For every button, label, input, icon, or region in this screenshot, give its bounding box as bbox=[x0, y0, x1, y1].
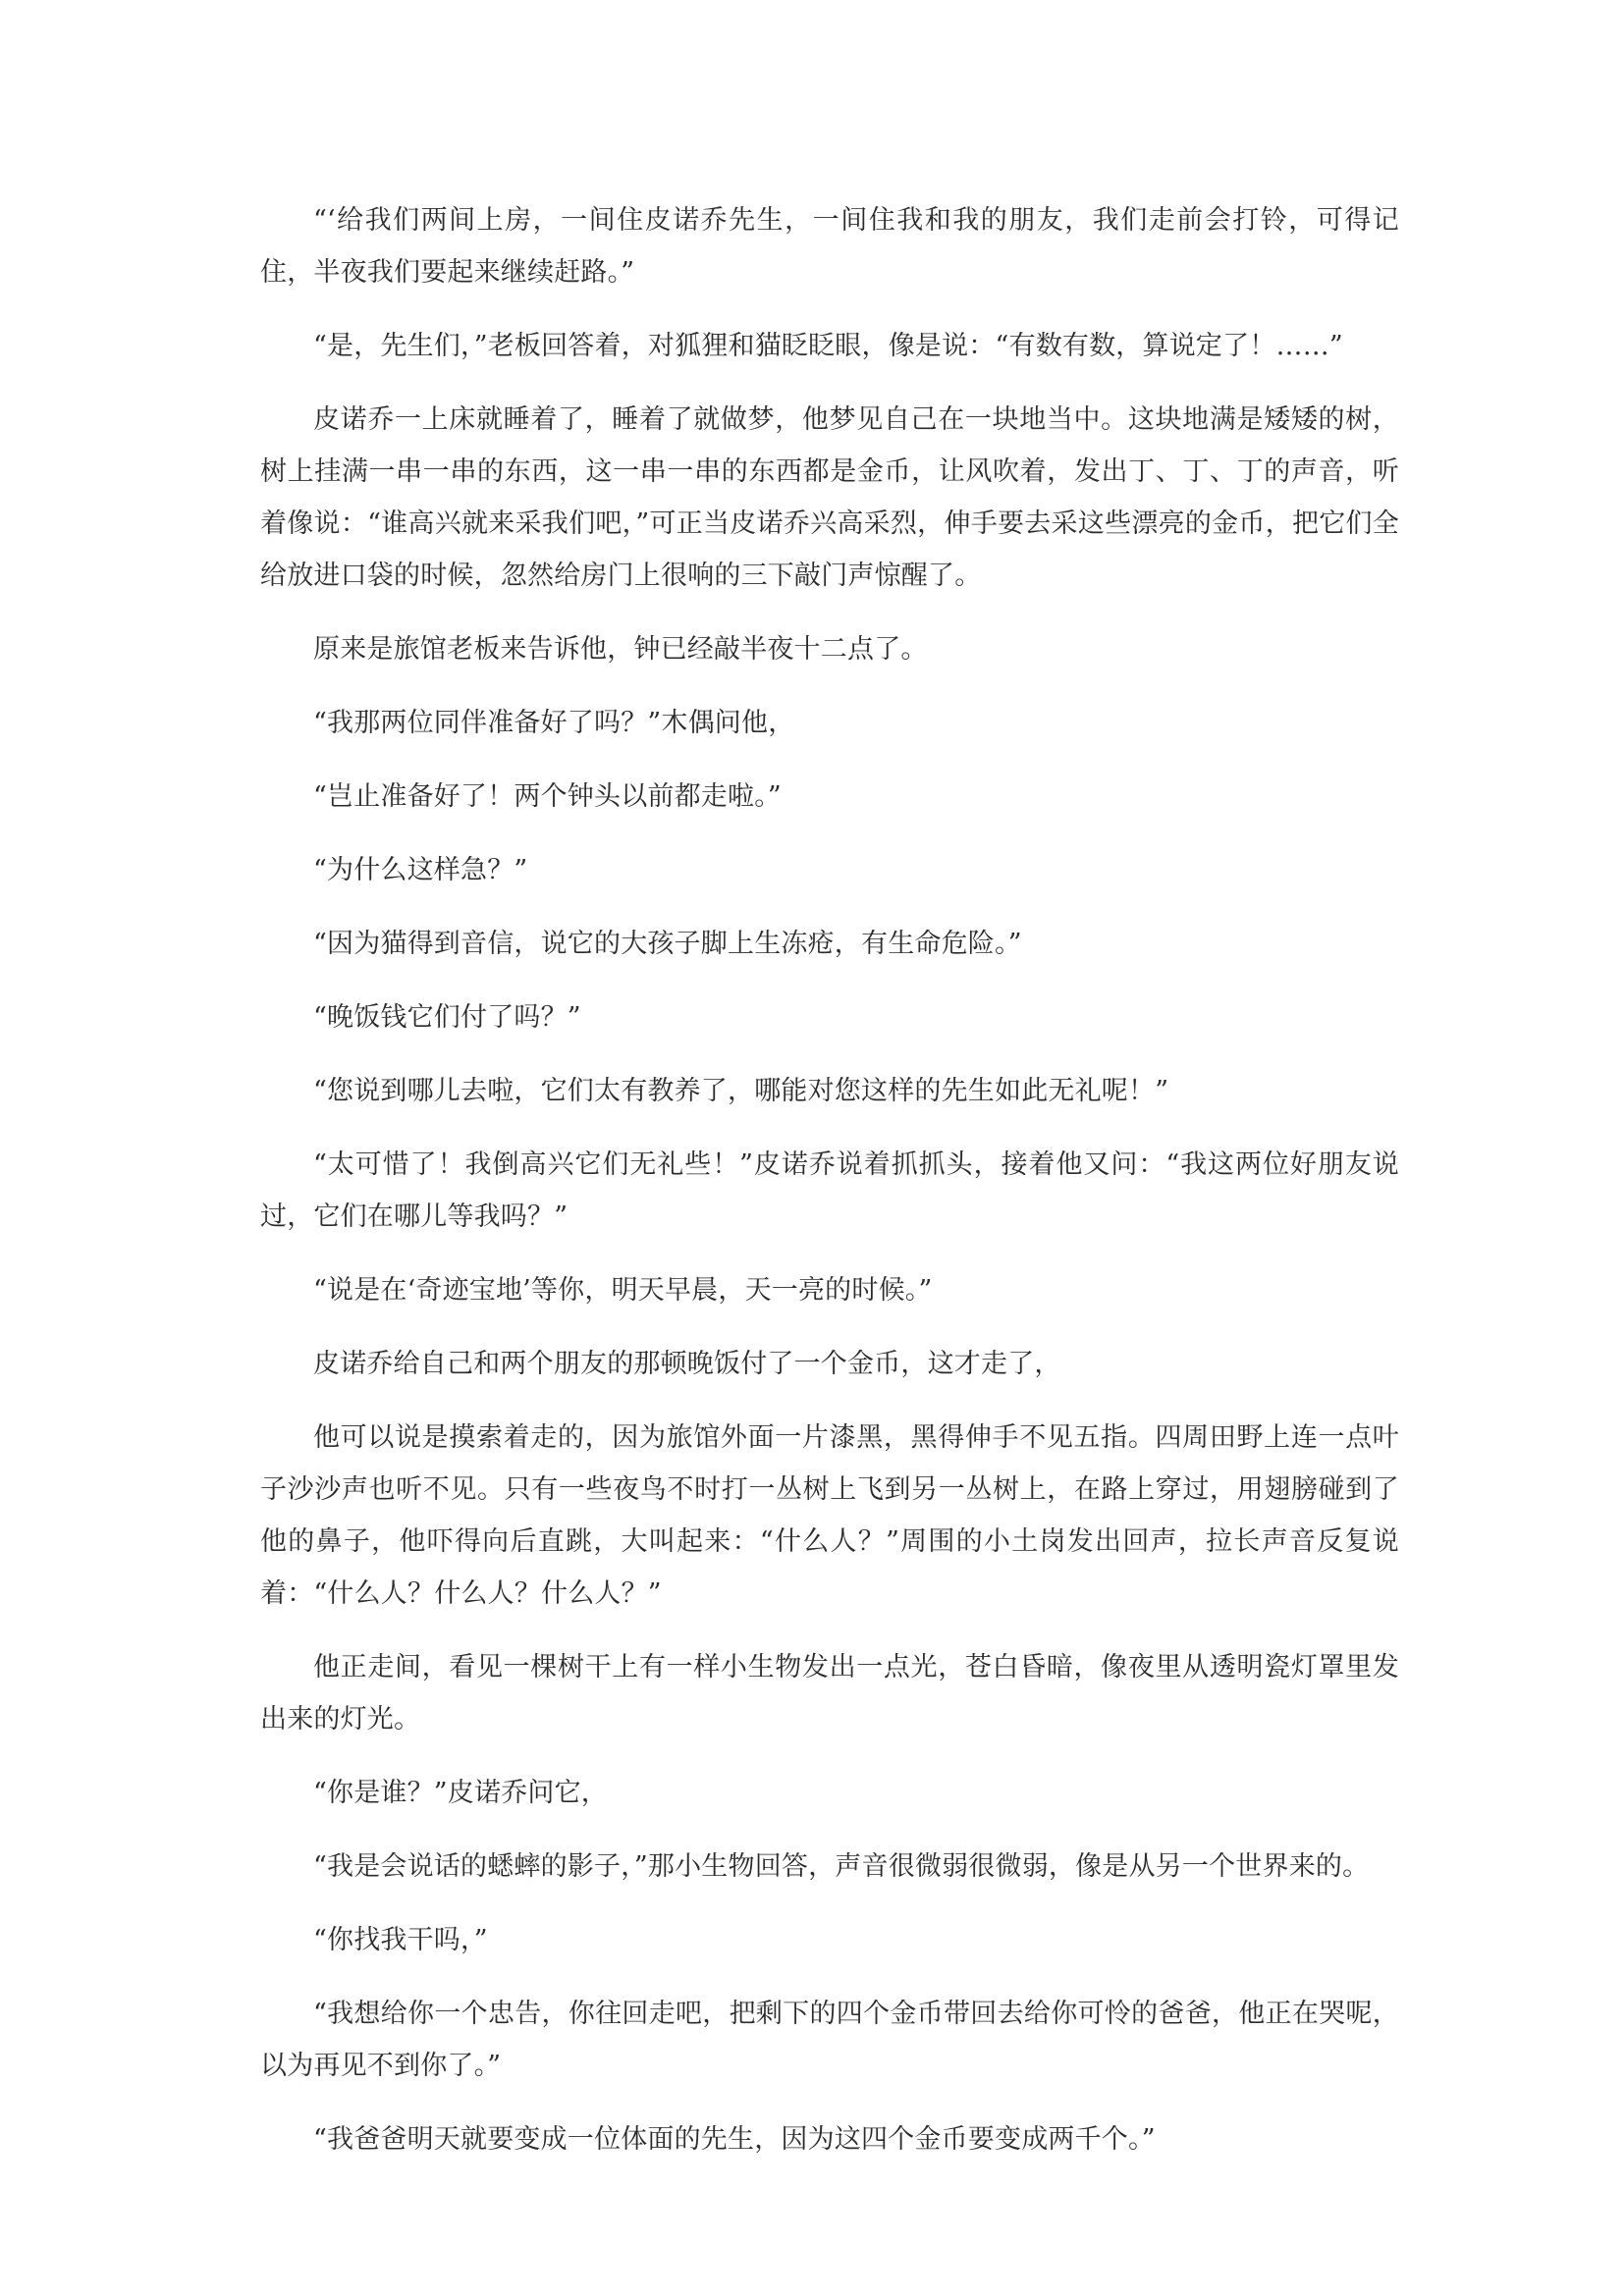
paragraph: “您说到哪儿去啦，它们太有教养了，哪能对您这样的先生如此无礼呢！” bbox=[313, 1076, 1169, 1106]
paragraph: “‘给我们两间上房，一间住皮诺乔先生，一间住我和我的朋友，我们走前会打铃，可得记住，半夜我们要起来继续赶路。” bbox=[260, 205, 1399, 288]
paragraph: “为什么这样急？” bbox=[313, 855, 528, 885]
paragraph: “岂止准备好了！两个钟头以前都走啦。” bbox=[313, 781, 782, 812]
paragraph: 皮诺乔一上床就睡着了，睡着了就做梦，他梦见自己在一块地当中。这块地满是矮矮的树，树上挂满一串一串的东西，这一串一串的东西都是金币，让风吹着，发出丁、丁、丁的声音，听着像说：“谁高兴就来采我们吧，”可正当皮诺乔兴高采烈，伸手要去采这些漂亮的金币，把它们全给放进口袋的时候，忽然给房门上很响的三下敲门声惊醒了。 bbox=[260, 404, 1399, 591]
paragraph: “晚饭钱它们付了吗？” bbox=[313, 1002, 581, 1033]
paragraph: “你是谁？”皮诺乔问它， bbox=[313, 1778, 609, 1808]
paragraph: “因为猫得到音信，说它的大孩子脚上生冻疮，有生命危险。” bbox=[313, 929, 1022, 959]
paragraph: “是，先生们，”老板回答着，对狐狸和猫眨眨眼，像是说：“有数有数，算说定了！……” bbox=[313, 331, 1343, 361]
paragraph: 他正走间，看见一棵树干上有一样小生物发出一点光，苍白昏暗，像夜里从透明瓷灯罩里发出来的灯光。 bbox=[260, 1652, 1399, 1735]
paragraph: 原来是旅馆老板来告诉他，钟已经敲半夜十二点了。 bbox=[313, 634, 928, 665]
paragraph: “我那两位同伴准备好了吗？”木偶问他， bbox=[313, 708, 795, 738]
paragraph: 他可以说是摸索着走的，因为旅馆外面一片漆黑，黑得伸手不见五指。四周田野上连一点叶子沙沙声也听不见。只有一些夜鸟不时打一丛树上飞到另一丛树上，在路上穿过，用翅膀碰到了他的鼻子，他吓得向后直跳，大叫起来：“什么人？”周围的小土岗发出回声，拉长声音反复说着：“什么人？什么人？什么人？” bbox=[260, 1422, 1399, 1609]
document-body bbox=[260, 194, 1399, 2187]
paragraph: “你找我干吗，” bbox=[313, 1925, 488, 1955]
paragraph: “我想给你一个忠告，你往回走吧，把剩下的四个金币带回去给你可怜的爸爸，他正在哭呢，以为再见不到你了。” bbox=[260, 1999, 1399, 2081]
paragraph: “太可惜了！我倒高兴它们无礼些！”皮诺乔说着抓抓头，接着他又问：“我这两位好朋友说过，它们在哪儿等我吗？” bbox=[260, 1149, 1399, 1232]
paragraph: “我是会说话的蟋蟀的影子，”那小生物回答，声音很微弱很微弱，像是从另一个世界来的。 bbox=[313, 1851, 1370, 1882]
paragraph: “说是在‘奇迹宝地’等你，明天早晨，天一亮的时候。” bbox=[313, 1275, 933, 1306]
paragraph: 皮诺乔给自己和两个朋友的那顿晚饭付了一个金币，这才走了， bbox=[313, 1349, 1061, 1379]
paragraph: “我爸爸明天就要变成一位体面的先生，因为这四个金币要变成两千个。” bbox=[313, 2124, 1156, 2155]
